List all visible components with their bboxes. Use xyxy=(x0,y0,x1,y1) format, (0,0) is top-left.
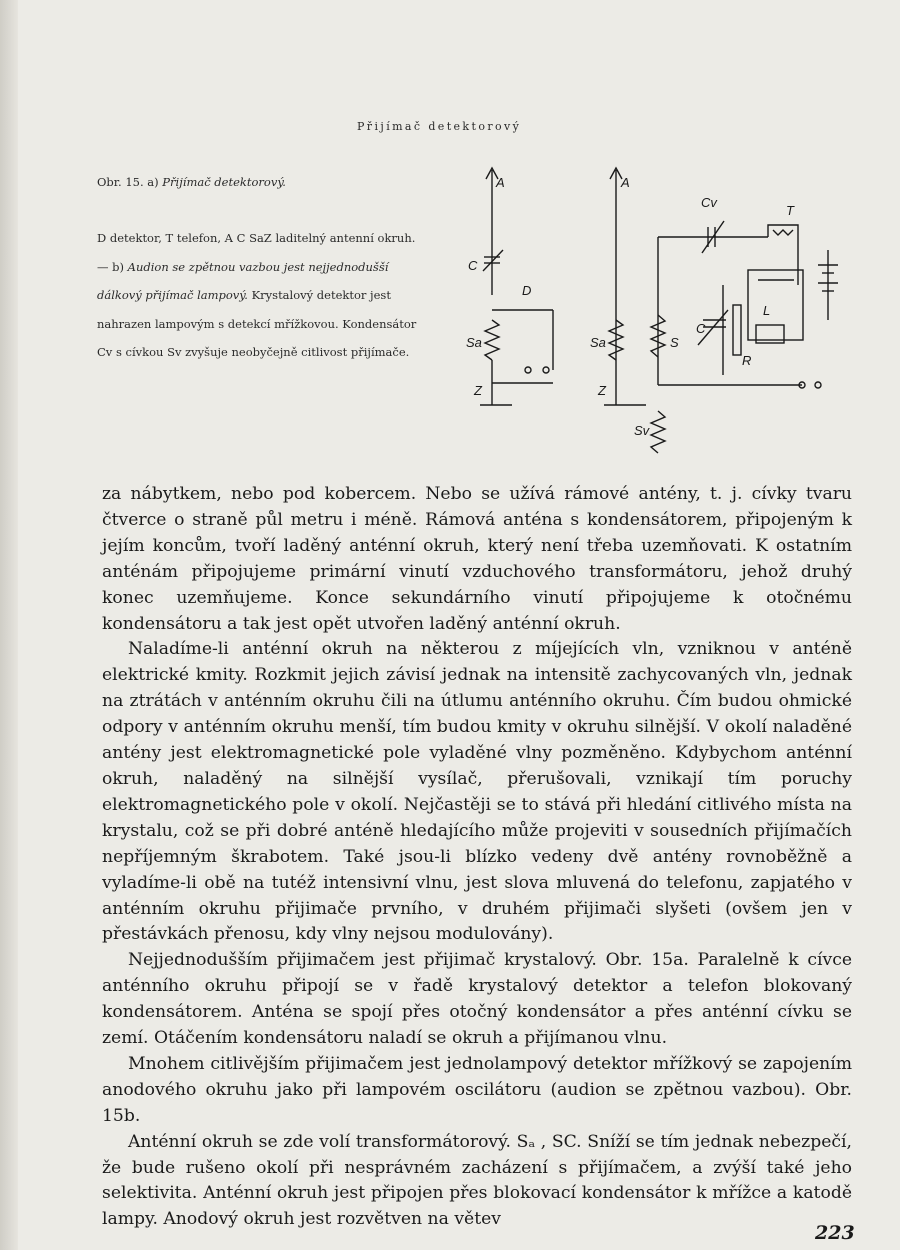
coil-sv-b xyxy=(651,411,665,453)
label-b-resistor: R xyxy=(742,353,752,368)
coil-sa-a xyxy=(485,320,499,360)
output-terminal-2-b xyxy=(815,382,821,388)
paragraph: Naladíme-li anténní okruh na některou z míjejících vln, vzniknou v anténě elektrické kmity. Rozkmit jejich závisí jednak na intensitě zachycovaných vln, jednak na ztrátách v anténním okruhu čili na útlumu anténního okruhu. Čím budou ohmické odpory v anténním okruhu menší, tím budou kmity v okruhu silnější. V okolí naladěné antény jest elektromagnetické pole vyladěné vlny pozměněno. Kdybychom anténní okruh, naladěný na silnější vysílač, přerušovali, vznikají tím poruchy elektromagnetického pole v okolí. Nejčastěji se to stává při hledání citlivého místa na krystalu, což se při dobré anténě hledajícího může projeviti v sousedních přijímačích nepříjemným škrabotem. Také jsou-li blízko vedeny dvě antény rovnoběžně a vyladíme-li obě na tutéž intensivní vlnu, jest slova mluvená do telefonu, zapjatého v anténním okruhu přijimače prvního, v druhém přijimači slyšeti (ovšem jen v přestávkách přenosu, kdy vlny nejsou modulovány). xyxy=(102,639,852,945)
circuit-labels xyxy=(466,175,795,438)
resistor-r-b xyxy=(733,305,741,355)
telephone-terminal-2-a xyxy=(543,367,549,373)
label-b-antenna: A xyxy=(621,175,630,190)
caption-text-part-c: Krystalový detektor jest nahrazen lampovým s detekcí mřížkovou. Kondensátor Cv s cívkou Sv zvyšuje neobyčejně citlivost přijímače. xyxy=(97,288,417,360)
caption-body xyxy=(97,224,419,366)
page-number: 223 xyxy=(815,1222,855,1244)
label-b-coil-s: S xyxy=(670,335,679,350)
telephone-t-wire xyxy=(768,225,798,285)
label-a-ground: Z xyxy=(474,383,482,398)
telephone-t-wave xyxy=(773,230,793,235)
paragraph: Nejjednodušším přijimačem jest přijimač krystalový. Obr. 15a. Paralelně k cívce anténního okruhu připojí se v řadě krystalový detektor a telefon blokovaný kondensátorem. Anténa se spojí přes otočný kondensátor a přes anténní cívku se zemí. Otáčením kondensátoru naladí se okruh a přijímanou vlnu. xyxy=(102,950,852,1049)
main-text xyxy=(102,482,852,1233)
label-b-capacitor: C xyxy=(696,321,706,336)
label-b-coil-sa: Sa xyxy=(590,335,606,350)
page-gutter-shadow xyxy=(0,0,18,1250)
figure-caption xyxy=(97,168,419,366)
caption-text-italic: Audion se zpětnou vazbou jest nejjednodušší dálkový přijímač lampový. xyxy=(97,259,389,303)
caption-figure-title: Přijímač detektorový. xyxy=(162,175,286,189)
label-a-coil: Sa xyxy=(466,335,482,350)
circuit-diagram xyxy=(458,165,858,470)
circuit-15a xyxy=(480,168,553,405)
label-a-detector: D xyxy=(522,283,532,298)
paragraph: za nábytkem, nebo pod kobercem. Nebo se užívá rámové antény, t. j. cívky tvaru čtverce o straně půl metru i méně. Rámová anténa s kondensátorem, připojeným k jejím koncům, tvoří laděný anténní okruh, který není třeba uzemňovati. K ostatním anténám připojujeme primární vinutí vzduchového transformátoru, jehož druhý konec uzemňujeme. Konce sekundárního vinutí připojujeme k otočnému kondensátoru a tak jest opět utvořen laděný anténní okruh. xyxy=(102,484,852,634)
label-b-ground: Z xyxy=(598,383,606,398)
capacitor-tune-arrow-a xyxy=(483,250,503,271)
label-b-telephone: T xyxy=(786,203,794,218)
running-header: Přijímač detektorový xyxy=(357,120,522,133)
caption-text-part-a: D detektor, T telefon, A C SaZ laditelný antenní okruh. — b) xyxy=(97,231,416,274)
circuit-15b xyxy=(604,168,838,453)
paragraph: Anténní okruh se zde volí transformátorový. Sₐ , SC. Sníží se tím jednak nebezpečí, že bude rušeno okolí při nesprávném zacházení s přijímačem, a zvýší také jeho selektivita. Anténní okruh jest připojen přes blokovací kondensátor k mřížce a katodě lampy. Anodový okruh jest rozvětven na větev xyxy=(102,1131,852,1230)
paragraph: Mnohem citlivějším přijimačem jest jednolampový detektor mřížkový se zapojením anodového okruhu jako při lampovém oscilátoru (audion se zpětnou vazbou). Obr. 15b. xyxy=(102,1053,852,1126)
label-a-antenna: A xyxy=(496,175,505,190)
telephone-terminal-1-a xyxy=(525,367,531,373)
caption-title-line xyxy=(97,168,419,196)
label-b-coil-sv: Sv xyxy=(634,423,650,438)
label-b-inductor: L xyxy=(763,303,771,318)
label-b-cv: Cv xyxy=(701,195,717,210)
label-a-capacitor: C xyxy=(468,258,478,273)
caption-figure-number: Obr. 15. a) xyxy=(97,175,159,189)
